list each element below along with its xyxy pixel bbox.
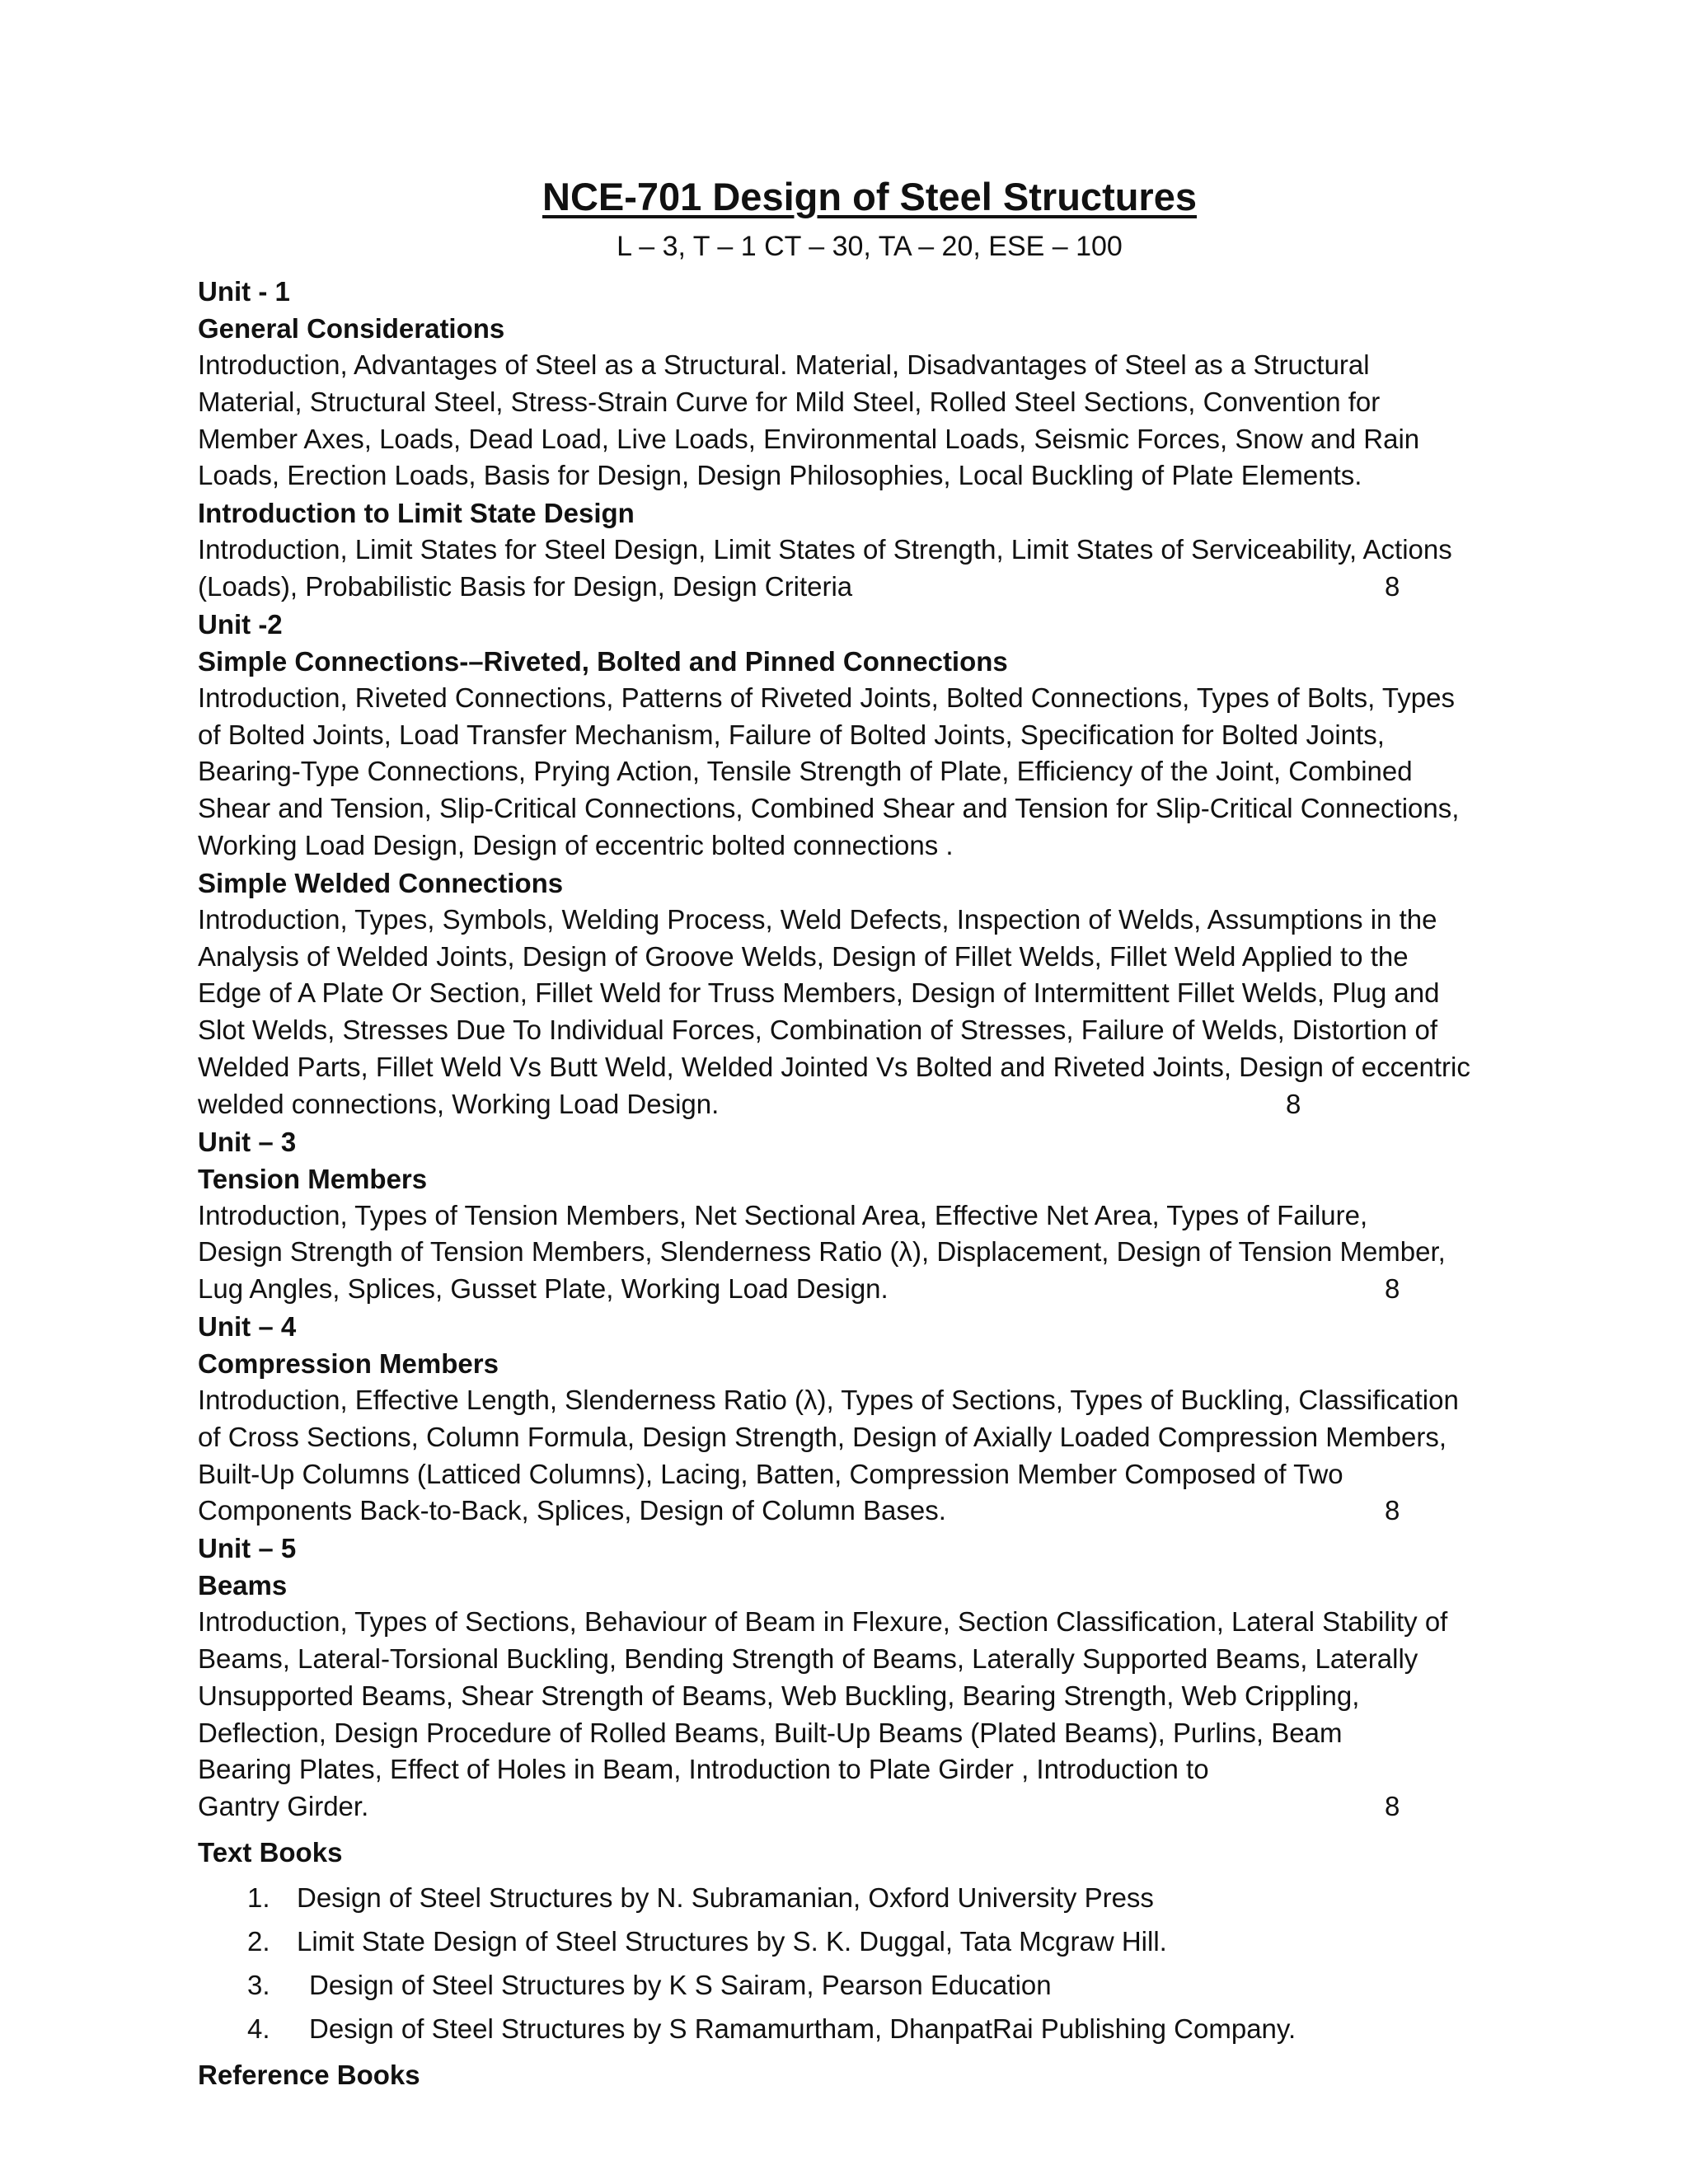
body-line: Introduction, Limit States for Steel Design, Limit States of Strength, Limit States of Serviceability, Actions bbox=[198, 534, 1452, 565]
body-line: Unsupported Beams, Shear Strength of Beams, Web Buckling, Bearing Strength, Web Crippling, bbox=[198, 1680, 1360, 1711]
body-line-text: Lug Angles, Splices, Gusset Plate, Working Load Design. bbox=[198, 1273, 889, 1305]
lecture-hours: 8 bbox=[1385, 1273, 1400, 1305]
unit-label: Unit - 1 bbox=[198, 276, 290, 307]
section-heading: Introduction to Limit State Design bbox=[198, 498, 635, 529]
body-line: Material, Structural Steel, Stress-Strain Curve for Mild Steel, Rolled Steel Sections, Convention for bbox=[198, 386, 1381, 417]
lecture-hours: 8 bbox=[1385, 570, 1400, 602]
body-line: Introduction, Advantages of Steel as a Structural. Material, Disadvantages of Steel as a Structural bbox=[198, 349, 1370, 380]
body-line-text: welded connections, Working Load Design. bbox=[198, 1088, 720, 1119]
book-title: Design of Steel Structures by N. Subramanian, Oxford University Press bbox=[297, 1882, 1154, 1913]
syllabus-page bbox=[198, 169, 1500, 2095]
section-heading: Beams bbox=[198, 1570, 288, 1601]
list-item bbox=[198, 1876, 1500, 1919]
body-line: Loads, Erection Loads, Basis for Design, Design Philosophies, Local Buckling of Plate Elements. bbox=[198, 460, 1362, 491]
list-number: 1. bbox=[247, 1882, 270, 1913]
unit-label: Unit – 3 bbox=[198, 1126, 297, 1157]
book-title: Design of Steel Structures by S Ramamurtham, DhanpatRai Publishing Company. bbox=[309, 2013, 1296, 2044]
body-line: Analysis of Welded Joints, Design of Groove Welds, Design of Fillet Welds, Fillet Weld Applied to the bbox=[198, 940, 1409, 972]
book-title: Design of Steel Structures by K S Sairam, Pearson Education bbox=[309, 1969, 1052, 2000]
section-heading: Tension Members bbox=[198, 1163, 428, 1194]
unit-label: Unit – 4 bbox=[198, 1310, 297, 1342]
body-line bbox=[198, 1493, 1500, 1530]
body-line: Shear and Tension, Slip-Critical Connections, Combined Shear and Tension for Slip-Critical Connections, bbox=[198, 793, 1460, 824]
list-number: 4. bbox=[247, 2013, 270, 2044]
section-body bbox=[198, 347, 1500, 494]
section-body bbox=[198, 1197, 1500, 1308]
body-line bbox=[198, 1086, 1500, 1123]
list-number: 2. bbox=[247, 1925, 270, 1957]
body-line: Introduction, Types of Tension Members, Net Sectional Area, Effective Net Area, Types of Failure, bbox=[198, 1199, 1368, 1230]
section-heading: Simple Welded Connections bbox=[198, 867, 564, 898]
text-books-heading: Text Books bbox=[198, 1836, 343, 1868]
body-line: Introduction, Riveted Connections, Patterns of Riveted Joints, Bolted Connections, Types of Bolts, Types bbox=[198, 682, 1455, 713]
list-item bbox=[198, 1963, 1500, 2007]
section-body bbox=[198, 680, 1500, 865]
body-line: Member Axes, Loads, Dead Load, Live Loads, Environmental Loads, Seismic Forces, Snow and Rain bbox=[198, 423, 1420, 454]
unit-5 bbox=[198, 1530, 1500, 1825]
body-line: Bearing-Type Connections, Prying Action, Tensile Strength of Plate, Efficiency of the Joint, Combined bbox=[198, 756, 1413, 787]
body-line: Slot Welds, Stresses Due To Individual Forces, Combination of Stresses, Failure of Welds, Distortion of bbox=[198, 1015, 1437, 1046]
list-item bbox=[198, 2007, 1500, 2050]
body-line: Introduction, Types of Sections, Behaviour of Beam in Flexure, Section Classification, Lateral Stability of bbox=[198, 1606, 1448, 1638]
unit-1 bbox=[198, 273, 1500, 606]
lecture-hours: 8 bbox=[1385, 1495, 1400, 1526]
text-books-list bbox=[198, 1876, 1500, 2050]
body-line: Edge of A Plate Or Section, Fillet Weld for Truss Members, Design of Intermittent Fillet Welds, Plug and bbox=[198, 977, 1440, 1009]
body-line bbox=[198, 1271, 1500, 1308]
lecture-hours: 8 bbox=[1385, 1791, 1400, 1822]
unit-4 bbox=[198, 1308, 1500, 1530]
book-title: Limit State Design of Steel Structures by S. K. Duggal, Tata Mcgraw Hill. bbox=[297, 1925, 1167, 1957]
body-line: Bearing Plates, Effect of Holes in Beam, Introduction to Plate Girder , Introduction to bbox=[198, 1754, 1209, 1785]
body-line: Welded Parts, Fillet Weld Vs Butt Weld, Welded Jointed Vs Bolted and Riveted Joints, Design of eccentric bbox=[198, 1051, 1470, 1082]
unit-2 bbox=[198, 606, 1500, 1123]
section-heading: Compression Members bbox=[198, 1347, 499, 1379]
credit-scheme: L – 3, T – 1 CT – 30, TA – 20, ESE – 100 bbox=[617, 231, 1123, 262]
section-heading: Simple Connections-–Riveted, Bolted and Pinned Connections bbox=[198, 645, 1008, 677]
unit-3 bbox=[198, 1123, 1500, 1308]
body-line: Introduction, Effective Length, Slenderness Ratio (λ), Types of Sections, Types of Buckling, Classification bbox=[198, 1384, 1459, 1415]
body-line: of Cross Sections, Column Formula, Design Strength, Design of Axially Loaded Compression Members, bbox=[198, 1421, 1447, 1452]
unit-label: Unit – 5 bbox=[198, 1533, 297, 1564]
section-heading: General Considerations bbox=[198, 313, 505, 344]
lecture-hours: 8 bbox=[1286, 1088, 1301, 1119]
body-line bbox=[198, 1788, 1500, 1825]
reference-books-heading: Reference Books bbox=[198, 2059, 420, 2090]
body-line: Design Strength of Tension Members, Slenderness Ratio (λ), Displacement, Design of Tension Member, bbox=[198, 1236, 1446, 1268]
body-line: Built-Up Columns (Latticed Columns), Lacing, Batten, Compression Member Composed of Two bbox=[198, 1458, 1343, 1489]
list-item bbox=[198, 1919, 1500, 1963]
body-line-text: Components Back-to-Back, Splices, Design of Column Bases. bbox=[198, 1495, 946, 1526]
body-line: Introduction, Types, Symbols, Welding Process, Weld Defects, Inspection of Welds, Assumptions in the bbox=[198, 903, 1437, 935]
body-line: Beams, Lateral-Torsional Buckling, Bending Strength of Beams, Laterally Supported Beams, Laterally bbox=[198, 1643, 1418, 1674]
section-body bbox=[198, 1382, 1500, 1530]
body-line-text: (Loads), Probabilistic Basis for Design, Design Criteria bbox=[198, 570, 853, 602]
section-body bbox=[198, 902, 1500, 1123]
section-body bbox=[198, 1604, 1500, 1825]
unit-label: Unit -2 bbox=[198, 608, 283, 640]
body-line: of Bolted Joints, Load Transfer Mechanism, Failure of Bolted Joints, Specification for Bolted Joints, bbox=[198, 719, 1385, 750]
list-number: 3. bbox=[247, 1969, 270, 2000]
section-body bbox=[198, 532, 1500, 606]
body-line: Working Load Design, Design of eccentric bolted connections . bbox=[198, 829, 954, 860]
page-title: NCE-701 Design of Steel Structures bbox=[542, 175, 1197, 218]
body-line bbox=[198, 569, 1500, 606]
body-line: Deflection, Design Procedure of Rolled Beams, Built-Up Beams (Plated Beams), Purlins, Beam bbox=[198, 1717, 1343, 1748]
body-line-text: Gantry Girder. bbox=[198, 1791, 369, 1822]
